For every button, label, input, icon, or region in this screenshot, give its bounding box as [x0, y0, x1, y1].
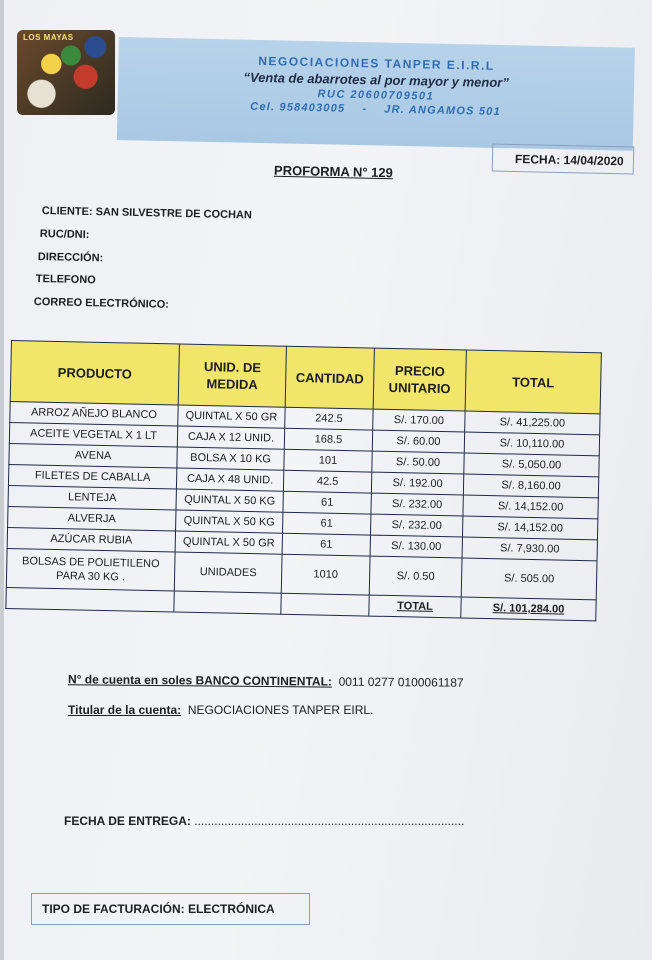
- bank-account-number: 0011 0277 0100061187: [338, 674, 464, 690]
- client-name: CLIENTE: SAN SILVESTRE DE COCHAN: [41, 205, 252, 222]
- total-value: S/. 101,284.00: [461, 597, 596, 621]
- cell-empty: [281, 593, 369, 616]
- cell-empty: [6, 587, 174, 612]
- cell-cantidad: 61: [283, 491, 371, 514]
- account-holder-name: NEGOCIACIONES TANPER EIRL.: [187, 703, 374, 717]
- cell-producto: ARROZ AÑEJO BLANCO: [10, 401, 178, 426]
- cell-precio: S/. 60.00: [372, 430, 464, 453]
- cell-cantidad: 61: [282, 533, 370, 556]
- cell-total: S/. 14,152.00: [462, 516, 597, 540]
- cell-total: S/. 8,160.00: [463, 474, 598, 498]
- cell-precio: S/. 130.00: [370, 535, 462, 558]
- cell-producto: LENTEJA: [8, 485, 176, 510]
- cell-precio: S/. 170.00: [373, 409, 465, 432]
- delivery-date-label: FECHA DE ENTREGA:: [64, 814, 191, 828]
- bank-account-label: N° de cuenta en soles BANCO CONTINENTAL:: [67, 672, 332, 689]
- company-address: JR. ANGAMOS 501: [384, 103, 501, 119]
- cell-producto: AVENA: [9, 443, 177, 468]
- delivery-date: [64, 814, 464, 828]
- company-ruc: RUC 20600709501: [317, 88, 435, 103]
- cell-producto: ACEITE VEGETAL X 1 LT: [9, 422, 177, 447]
- company-slogan: “Venta de abarrotes al por mayor y menor”: [243, 69, 509, 91]
- total-label: TOTAL: [369, 595, 461, 618]
- document-sheet: [4, 0, 652, 960]
- client-ruc-dni: RUC/DNI:: [39, 228, 90, 242]
- cell-precio: S/. 0.50: [369, 556, 462, 597]
- cell-cantidad: 61: [283, 512, 371, 535]
- cell-total: S/. 7,930.00: [462, 537, 597, 561]
- company-phone: Cel. 958403005: [250, 100, 346, 115]
- cell-cantidad: 242.5: [285, 407, 373, 430]
- cell-unidad: QUINTAL X 50 KG: [176, 510, 283, 533]
- products-table: [5, 340, 602, 621]
- cell-producto: AZÚCAR RUBIA: [7, 527, 175, 552]
- cell-unidad: CAJA X 12 UNID.: [177, 426, 284, 449]
- header-unidad: UNID. DE MEDIDA: [178, 344, 286, 407]
- cell-producto: BOLSAS DE POLIETILENO PARA 30 KG .: [6, 548, 175, 591]
- cell-total: S/. 41,225.00: [465, 411, 600, 435]
- contact-separator: -: [362, 103, 368, 116]
- client-address: DIRECCIÓN:: [37, 251, 104, 265]
- cell-cantidad: 42.5: [283, 470, 371, 493]
- cell-precio: S/. 232.00: [371, 493, 463, 516]
- cell-empty: [174, 591, 281, 614]
- cell-cantidad: 101: [284, 449, 372, 472]
- cell-producto: ALVERJA: [8, 506, 176, 531]
- company-banner: [117, 37, 635, 151]
- delivery-date-dots: .................................................................................: [194, 814, 465, 828]
- cell-unidad: CAJA X 48 UNID.: [176, 468, 283, 491]
- cell-cantidad: 168.5: [284, 428, 372, 451]
- cell-precio: S/. 50.00: [372, 451, 464, 474]
- cell-total: S/. 14,152.00: [463, 495, 598, 519]
- account-holder: [68, 703, 373, 717]
- cell-unidad: UNIDADES: [174, 552, 282, 593]
- cell-total: S/. 505.00: [461, 558, 597, 600]
- cell-cantidad: 1010: [281, 554, 370, 595]
- cell-producto: FILETES DE CABALLA: [8, 464, 176, 489]
- proforma-title: PROFORMA N° 129: [273, 162, 394, 181]
- logo-text: LOS MAYAS: [23, 33, 74, 42]
- account-holder-label: Titular de la cuenta:: [68, 703, 182, 717]
- cell-unidad: BOLSA X 10 KG: [177, 447, 284, 470]
- cell-unidad: QUINTAL X 50 GR: [178, 405, 285, 428]
- bank-account: [68, 672, 464, 689]
- company-logo: [17, 30, 115, 115]
- header-precio: PRECIO UNITARIO: [373, 348, 466, 411]
- client-email: CORREO ELECTRÓNICO:: [33, 296, 170, 311]
- header-cantidad: CANTIDAD: [285, 346, 374, 409]
- cell-unidad: QUINTAL X 50 GR: [175, 531, 282, 554]
- client-phone: TELEFONO: [35, 273, 96, 287]
- date-box: FECHA: 14/04/2020: [492, 144, 635, 175]
- company-name: NEGOCIACIONES TANPER E.I.R.L: [258, 53, 495, 73]
- products-table-wrap: [5, 340, 601, 621]
- cell-total: S/. 10,110.00: [464, 432, 599, 456]
- cell-unidad: QUINTAL X 50 KG: [176, 489, 283, 512]
- cell-precio: S/. 232.00: [370, 514, 462, 537]
- cell-precio: S/. 192.00: [371, 472, 463, 495]
- header-total: TOTAL: [465, 350, 601, 414]
- billing-type-box: TIPO DE FACTURACIÓN: ELECTRÓNICA: [31, 893, 310, 925]
- header-producto: PRODUCTO: [10, 341, 179, 406]
- cell-total: S/. 5,050.00: [464, 453, 599, 477]
